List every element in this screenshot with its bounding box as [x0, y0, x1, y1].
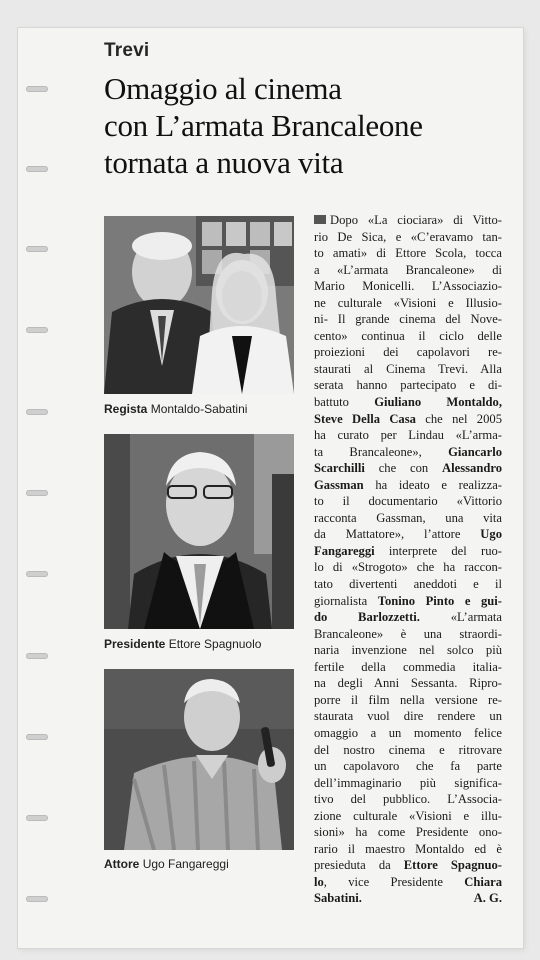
article-line [314, 675, 502, 692]
article-line [314, 659, 502, 676]
article-line [314, 444, 502, 461]
photo-director-and-guest [104, 216, 294, 394]
article-text: sioni» ha come Presidente ono- [314, 825, 502, 840]
punch-hole [26, 166, 48, 172]
bold-name: do Barlozzetti. [314, 610, 420, 625]
bold-name: Steve Della Casa [314, 411, 416, 426]
article-text: zione culturale «Visioni e illu- [314, 808, 502, 823]
article-line [314, 593, 502, 610]
photo-president [104, 434, 294, 629]
byline: A. G. [473, 891, 502, 906]
article-text: a «L’armata Brancaleone» di [314, 262, 502, 277]
article-text: Dopo «La ciociara» di Vitto- [330, 213, 502, 227]
article-line [314, 808, 502, 825]
bold-name: Ugo [480, 527, 502, 542]
bold-name: Giuliano Montaldo, [374, 395, 502, 410]
article-text: battuto [314, 395, 375, 410]
punch-hole [26, 896, 48, 902]
article-line [314, 791, 502, 808]
article-line [314, 559, 502, 576]
bold-name: Gassman [314, 477, 364, 492]
article-line [314, 543, 502, 560]
article-text: presieduta da [314, 858, 404, 873]
article-line [314, 692, 502, 709]
article-text: che nel 2005 [415, 411, 502, 426]
article-text: porre il film nella versione re- [314, 692, 502, 707]
headline-line: tornata a nuova vita [104, 145, 344, 180]
article-line [314, 526, 502, 543]
article-text: racconta Gassman, una vita [314, 510, 502, 525]
photo-3-image [104, 669, 294, 850]
headline-line: con L’armata Brancaleone [104, 108, 423, 143]
punch-holes [26, 0, 66, 960]
article-text: interprete del ruo- [374, 543, 502, 558]
article-line [314, 725, 502, 742]
article-text: Mario Monicelli. L’Associazio- [314, 279, 502, 294]
headline-line: Omaggio al cinema [104, 71, 342, 106]
bold-name: Fangareggi [314, 543, 375, 558]
article-text: to il documentario «Vittorio [314, 494, 502, 509]
photo-caption [104, 402, 304, 416]
punch-hole [26, 490, 48, 496]
punch-hole [26, 246, 48, 252]
bold-name: Tonino Pinto e gui- [377, 593, 502, 608]
article-text: tato divertenti aneddoti e il [314, 577, 502, 592]
headline [104, 70, 514, 181]
article-line [314, 642, 502, 659]
article-line [314, 229, 502, 246]
article-line [314, 477, 502, 494]
article-text: rario il maestro Montaldo ed è [314, 841, 502, 856]
punch-hole [26, 409, 48, 415]
article-line [314, 890, 502, 907]
article-text: rio De Sica, e «C’eravamo tan- [314, 229, 502, 244]
article-body [314, 212, 502, 907]
article-text: cento» continua il ciclo delle [314, 328, 502, 343]
article-text: staurati al Cinema Trevi. Alla [314, 361, 502, 376]
article-text: lo di «Strogoto» che ha raccon- [314, 560, 502, 575]
caption-names: Ugo Fangareggi [142, 857, 229, 871]
article-text: giornalista [314, 593, 378, 608]
article-text: naria invenzione nel solco più [314, 643, 502, 658]
article-line [314, 245, 502, 262]
article-line [314, 212, 502, 229]
article-line [314, 758, 502, 775]
article-line [314, 742, 502, 759]
article-text: staurata vuol dire rendere un [314, 709, 502, 724]
article-text: che con [364, 461, 443, 476]
bold-name: Ettore Spagnuo- [403, 858, 502, 873]
punch-hole [26, 86, 48, 92]
article-line [314, 857, 502, 874]
bold-name: Sabatini. [314, 891, 362, 906]
article-text: omaggio a un momento felice [314, 725, 502, 740]
photo-caption [104, 637, 304, 651]
punch-hole [26, 734, 48, 740]
photo-caption [104, 857, 304, 871]
article-text: ha ideato e realizza- [363, 477, 502, 492]
article-text: da Mattatore», l’attore [314, 527, 481, 542]
article-text: , vice Presidente [323, 874, 465, 889]
section-label: Trevi [104, 40, 150, 61]
punch-hole [26, 327, 48, 333]
article-line [314, 824, 502, 841]
article-line [314, 708, 502, 725]
article-text: «L’armata [419, 610, 502, 625]
article-line [314, 344, 502, 361]
article-text: un capolavoro che fa parte [314, 759, 502, 774]
article-text: del nostro cinema e ritrovare [314, 742, 502, 757]
caption-role: Attore [104, 857, 140, 871]
bold-name: lo [314, 874, 324, 889]
article-line [314, 626, 502, 643]
article-line [314, 262, 502, 279]
article-line [314, 295, 502, 312]
article-line [314, 411, 502, 428]
article-text: ta Brancaleone», [314, 444, 449, 459]
article-text: serata hanno partecipato e di- [314, 378, 502, 393]
paragraph-marker-icon [314, 215, 326, 224]
article-text: tivo del pubblico. L’Associa- [314, 792, 502, 807]
caption-role: Presidente [104, 637, 166, 651]
article-line [314, 278, 502, 295]
bold-name: Giancarlo [448, 444, 502, 459]
article-text: na degli Anni Sessanta. Ripro- [314, 676, 502, 691]
article-text: proiezioni dei capolavori re- [314, 345, 502, 360]
article-text: to amati» di Ettore Scola, tocca [314, 246, 502, 261]
article-text: ha curato per Lindau «L’arma- [314, 428, 502, 443]
caption-names: Ettore Spagnuolo [168, 637, 262, 651]
article-line [314, 775, 502, 792]
punch-hole [26, 571, 48, 577]
article-text: fertile della commedia italia- [314, 659, 502, 674]
article-line [314, 874, 502, 891]
article-line [314, 361, 502, 378]
caption-names: Montaldo-Sabatini [150, 402, 248, 416]
caption-role: Regista [104, 402, 148, 416]
article-line [314, 460, 502, 477]
bold-name: Chiara [464, 874, 502, 889]
article-line [314, 394, 502, 411]
article-line [314, 841, 502, 858]
punch-hole [26, 815, 48, 821]
article-line [314, 377, 502, 394]
bold-name: Alessandro [442, 461, 502, 476]
article-line [314, 609, 502, 626]
article-text: ni- Il grande cinema del Nove- [314, 312, 502, 327]
article-text: dell’immaginario più significa- [314, 775, 502, 790]
article-line [314, 427, 502, 444]
bold-name: Scarchilli [314, 461, 365, 476]
article-text: ne culturale «Visioni e Illusio- [314, 295, 502, 310]
article-text: Brancaleone» è una straordi- [314, 626, 502, 641]
photo-actor [104, 669, 294, 850]
punch-hole [26, 653, 48, 659]
article-line [314, 311, 502, 328]
article-line [314, 576, 502, 593]
article-line [314, 328, 502, 345]
article-line [314, 510, 502, 527]
article-line [314, 493, 502, 510]
photo-1-image [104, 216, 294, 394]
photo-2-image [104, 434, 294, 629]
